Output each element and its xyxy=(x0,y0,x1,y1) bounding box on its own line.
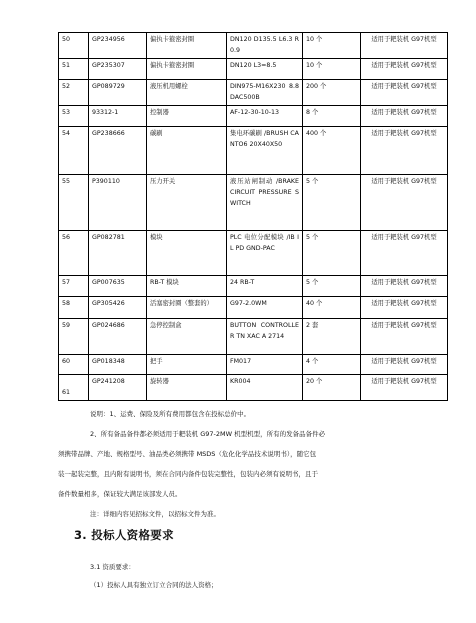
note-2-line-3: 装一起装完整，且内附有说明书，须在合同内备件包装完整性，包装内必须有说明书，且于 xyxy=(58,470,318,478)
cell-application: 适用于耙装机 G97机型 xyxy=(361,106,448,127)
cell-part-name: 控制器 xyxy=(147,106,227,127)
cell-part-code: GP238666 xyxy=(89,127,147,175)
table-row xyxy=(59,355,448,375)
cell-part-code: GP089729 xyxy=(89,80,147,106)
cell-part-code: GP305426 xyxy=(89,297,147,319)
cell-application: 适用于耙装机 G97机型 xyxy=(361,297,448,319)
cell-application: 适用于耙装机 G97机型 xyxy=(361,175,448,231)
cell-part-name: 偏执卡箍密封圈 xyxy=(147,33,227,59)
table-row xyxy=(59,33,448,59)
cell-quantity: 4 个 xyxy=(303,355,361,375)
table-row xyxy=(59,276,448,297)
cell-part-code: P390110 xyxy=(89,175,147,231)
cell-quantity: 400 个 xyxy=(303,127,361,175)
cell-application: 适用于耙装机 G97机型 xyxy=(361,276,448,297)
table-row xyxy=(59,231,448,276)
table-row xyxy=(59,127,448,175)
cell-quantity: 5 个 xyxy=(303,231,361,276)
cell-number: 56 xyxy=(59,231,89,276)
parts-table-body xyxy=(59,33,448,401)
cell-specification: DN120 D135.5 L6.3 R0.9 xyxy=(227,33,303,59)
cell-number: 51 xyxy=(59,59,89,80)
cell-application: 适用于耙装机 G97机型 xyxy=(361,319,448,355)
note-2-line-4: 备件数量相多，保证较大满足该部发人员。 xyxy=(58,490,182,498)
cell-specification: 集电环碳刷 /BRUSH CANTO6 20X40X50 xyxy=(227,127,303,175)
cell-part-code: GP007635 xyxy=(89,276,147,297)
cell-application: 适用于耙装机 G97机型 xyxy=(361,355,448,375)
table-row xyxy=(59,59,448,80)
cell-part-name: 活塞密封圈（整套的） xyxy=(147,297,227,319)
cell-part-name: RB-T 模块 xyxy=(147,276,227,297)
notes-block xyxy=(58,404,450,524)
cell-application: 适用于耙装机 G97机型 xyxy=(361,127,448,175)
cell-number: 60 xyxy=(59,355,89,375)
cell-part-name: 偏执卡箍密封圈 xyxy=(147,59,227,80)
cell-application: 适用于耙装机 G97机型 xyxy=(361,80,448,106)
cell-quantity: 2 套 xyxy=(303,319,361,355)
cell-part-name: 压力开关 xyxy=(147,175,227,231)
cell-part-code: 93312-1 xyxy=(89,106,147,127)
cell-quantity: 8 个 xyxy=(303,106,361,127)
cell-number: 58 xyxy=(59,297,89,319)
cell-part-code: GP241208 xyxy=(89,375,147,401)
cell-part-name: 急停控制盒 xyxy=(147,319,227,355)
cell-number: 52 xyxy=(59,80,89,106)
table-row xyxy=(59,297,448,319)
subsection-item: （1）投标人具有独立订立合同的法人资格； xyxy=(90,581,218,589)
cell-number: 53 xyxy=(59,106,89,127)
cell-specification: G97-2.0WM xyxy=(227,297,303,319)
cell-specification: DN120 L3=8.5 xyxy=(227,59,303,80)
cell-part-code: GP024686 xyxy=(89,319,147,355)
cell-part-code: GP082781 xyxy=(89,231,147,276)
cell-number: 55 xyxy=(59,175,89,231)
cell-part-name: 碳刷 xyxy=(147,127,227,175)
table-row xyxy=(59,106,448,127)
cell-part-name: 模块 xyxy=(147,231,227,276)
cell-quantity: 10 个 xyxy=(303,33,361,59)
cell-number: 59 xyxy=(59,319,89,355)
table-row xyxy=(59,175,448,231)
cell-specification: BUTTON CONTROLLER TN XAC A 2714 xyxy=(227,319,303,355)
cell-application: 适用于耙装机 G97机型 xyxy=(361,375,448,401)
cell-part-name: 把手 xyxy=(147,355,227,375)
note-2-line-1: 2、所有备品备件都必须适用于耙装机 G97-2MW 机型机型，所有的发备品备件必 xyxy=(90,430,326,438)
cell-number: 61 xyxy=(59,375,89,401)
cell-application: 适用于耙装机 G97机型 xyxy=(361,59,448,80)
cell-quantity: 200 个 xyxy=(303,80,361,106)
cell-part-code: GP234956 xyxy=(89,33,147,59)
cell-part-name: 旋转器 xyxy=(147,375,227,401)
note-3: 注：详细内容见招标文件，以招标文件为准。 xyxy=(90,510,220,518)
section-heading: 3. 投标人资格要求 xyxy=(74,528,174,542)
note-2-line-2: 须携带品牌、产地、规格型号、油品类必须携带 MSDS（危化化学品技术说明书），随它包 xyxy=(58,450,317,458)
cell-application: 适用于耙装机 G97机型 xyxy=(361,231,448,276)
subsection-title: 3.1 资质要求： xyxy=(90,563,135,571)
cell-part-name: 液压机用螺栓 xyxy=(147,80,227,106)
cell-specification: DIN975-M16X230 8.8 DAC500B xyxy=(227,80,303,106)
table-row xyxy=(59,80,448,106)
cell-specification: AF-12-30-10-13 xyxy=(227,106,303,127)
note-1: 说明：1、运费、保险及所有费用都包含在投标总价中。 xyxy=(90,410,251,418)
cell-quantity: 40 个 xyxy=(303,297,361,319)
cell-number: 57 xyxy=(59,276,89,297)
cell-quantity: 10 个 xyxy=(303,59,361,80)
cell-specification: 液压站闸制动 /BRAKE CIRCUIT PRESSURE SWITCH xyxy=(227,175,303,231)
parts-table xyxy=(58,32,448,401)
cell-specification: FM017 xyxy=(227,355,303,375)
cell-part-code: GP235307 xyxy=(89,59,147,80)
cell-quantity: 20 个 xyxy=(303,375,361,401)
cell-part-code: GP018348 xyxy=(89,355,147,375)
cell-application: 适用于耙装机 G97机型 xyxy=(361,33,448,59)
cell-number: 50 xyxy=(59,33,89,59)
cell-specification: 24 RB-T xyxy=(227,276,303,297)
cell-specification: KR004 xyxy=(227,375,303,401)
table-row xyxy=(59,375,448,401)
cell-specification: PLC 电位分配模块 /IB IL PD GND-PAC xyxy=(227,231,303,276)
cell-number: 54 xyxy=(59,127,89,175)
table-row xyxy=(59,319,448,355)
cell-quantity: 5 个 xyxy=(303,175,361,231)
cell-quantity: 5 个 xyxy=(303,276,361,297)
